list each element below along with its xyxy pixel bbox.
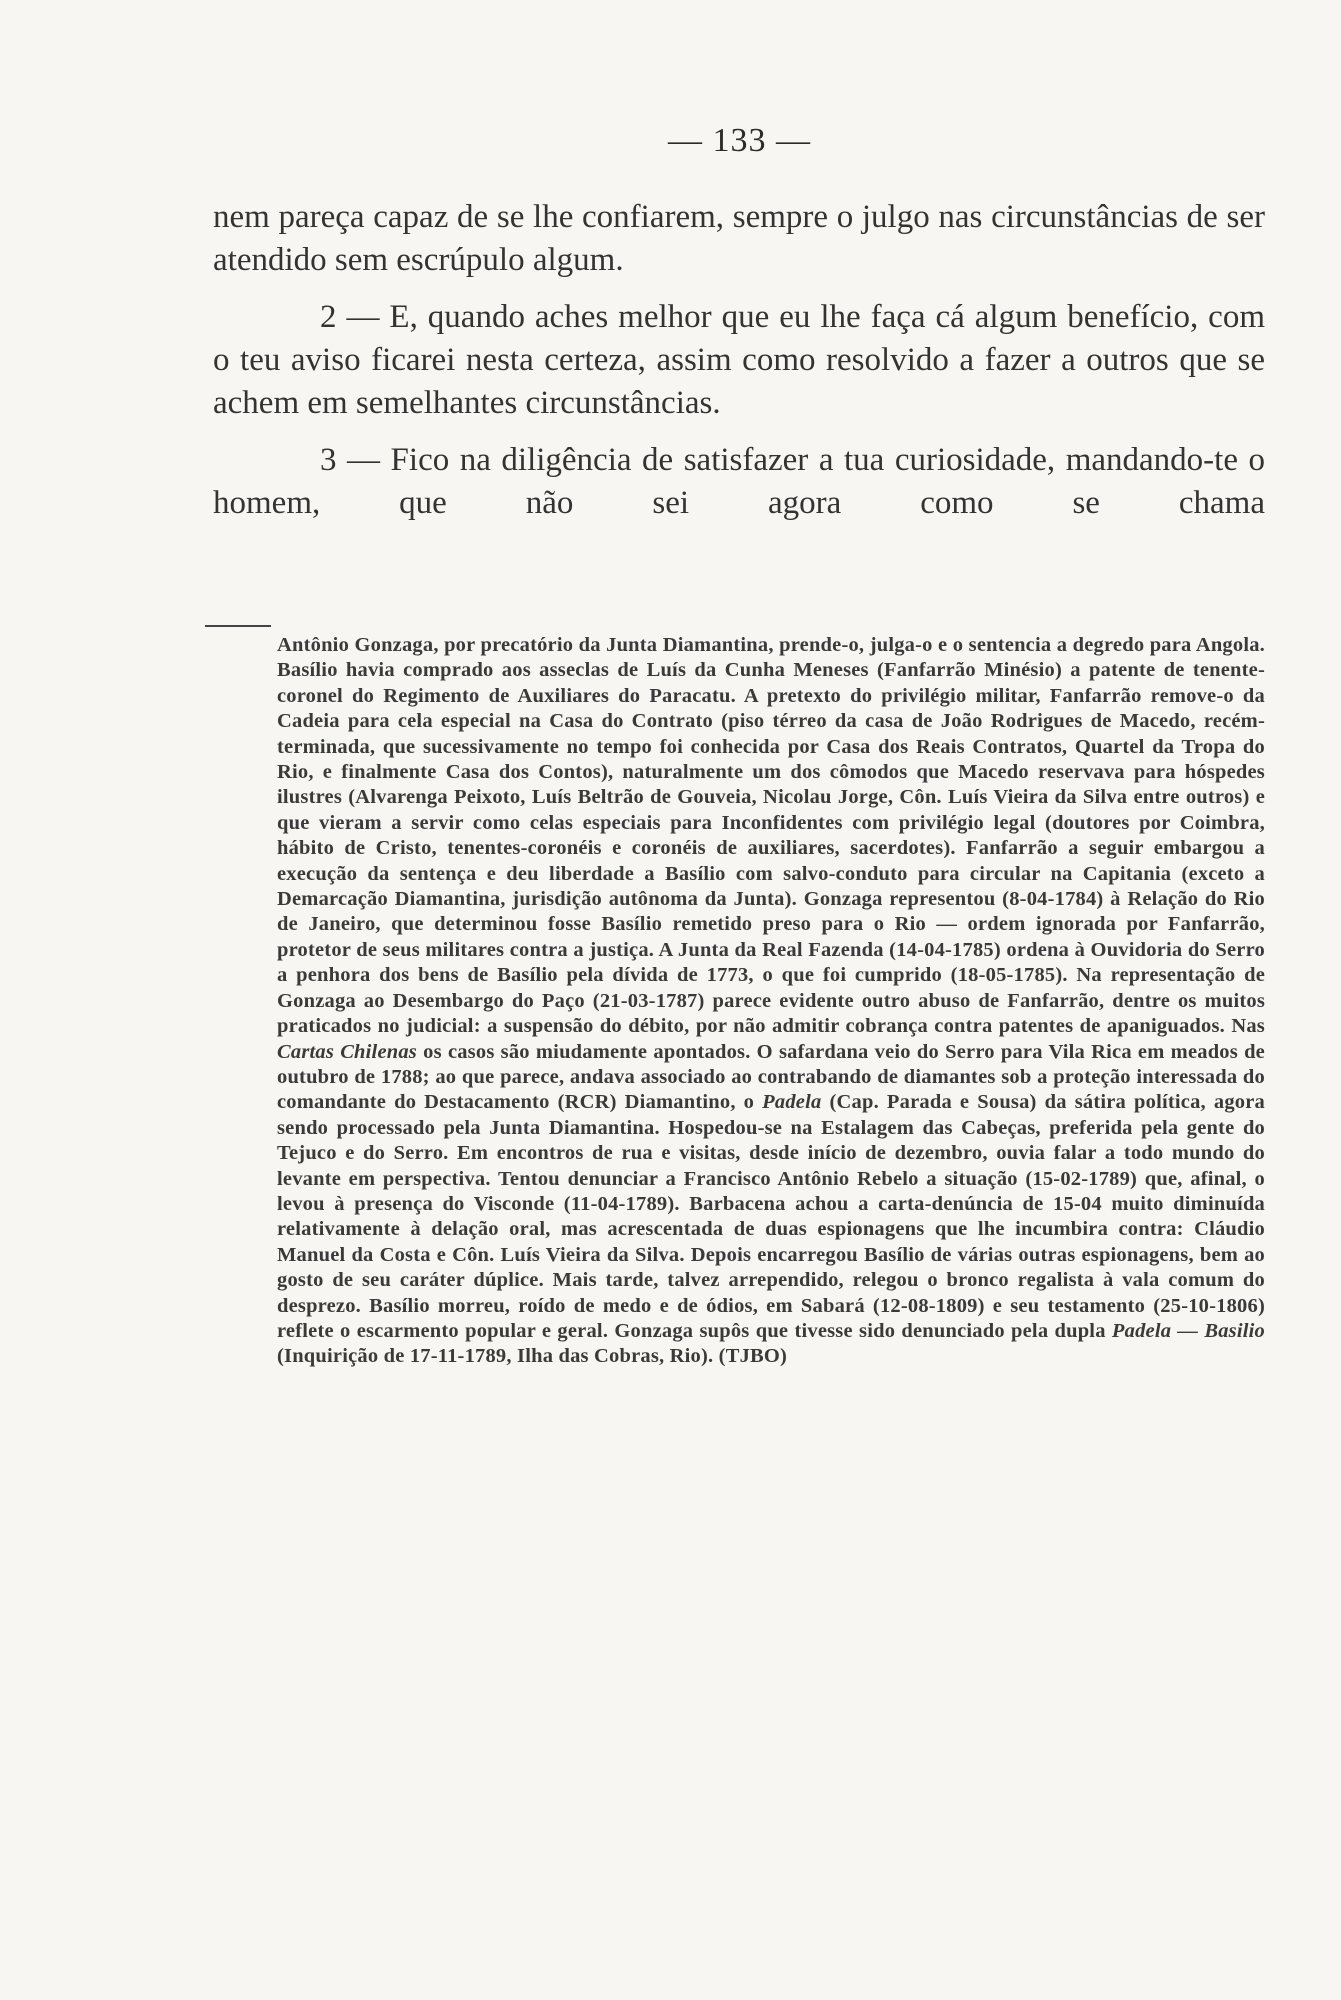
- page-number: — 133 —: [668, 122, 811, 159]
- footnote-title-cartas-chilenas: Cartas Chilenas: [277, 1040, 417, 1063]
- footnote-text-4: (Inquirição de 17-11-1789, Ilha das Cobras, Rio). (TJBO): [277, 1345, 788, 1368]
- main-text: [213, 196, 1265, 525]
- footnote-names-padela-basilio: Padela — Basilio: [1111, 1319, 1265, 1342]
- footnote-separator-rule: [205, 625, 271, 627]
- footnote-text-3: (Cap. Parada e Sousa) da sátira política, agora sendo processado pela Junta Diamantina. Hospedou-se na Estalagem das Cabeças, preferida pela gente do Tejuco e do Serro. Em encontros de rua e visitas, desde início de dezembro, ouvia falar a todo mundo do levante em perspectiva. Tentou denunciar a Francisco Antônio Rebelo a situação (15-02-1789) que, afinal, o levou à presença do Visconde (11-04-1789). Barbacena achou a carta-denúncia de 15-04 muito diminuída relativamente à delação oral, mas acrescentada de duas espionagens que lhe incumbira contra: Cláudio Manuel da Costa e Côn. Luís Vieira da Silva. Depois encarregou Basílio de várias outras espionagens, bem ao gosto de seu caráter dúplice. Mais tarde, talvez arrependido, relegou o bronco regalista à vala comum do desprezo. Basílio morreu, roído de medo e de ódios, em Sabará (12-08-1809) e seu testamento (25-10-1806) reflete o escarmento popular e geral. Gonzaga supôs que tivesse sido denunciado pela dupla: [277, 1091, 1265, 1342]
- footnote-text-1: Antônio Gonzaga, por precatório da Junta Diamantina, prende-o, julga-o e o sentencia a degredo para Angola. Basílio havia comprado aos asseclas de Luís da Cunha Meneses (Fanfarrão Minésio) a patente de tenente-coronel do Regimento de Auxiliares do Paracatu. A pretexto do privilégio militar, Fanfarrão remove-o da Cadeia para cela especial na Casa do Contrato (piso térreo da casa de João Rodrigues de Macedo, recém-terminada, que sucessivamente no tempo foi conhecida por Casa dos Reais Contratos, Quartel da Tropa do Rio, e finalmente Casa dos Contos), naturalmente um dos cômodos que Macedo reservava para hóspedes ilustres (Alvarenga Peixoto, Luís Beltrão de Gouveia, Nicolau Jorge, Côn. Luís Vieira da Silva entre outros) e que vieram a servir como celas especiais para Inconfidentes com privilégio legal (doutores por Coimbra, hábito de Cristo, tenentes-coronéis e coronéis de auxiliares, sacerdotes). Fanfarrão a seguir embargou a execução da sentença e deu liberdade a Basílio com salvo-conduto para circular na Capitania (exceto a Demarcação Diamantina, jurisdição autônoma da Junta). Gonzaga representou (8-04-1784) à Relação do Rio de Janeiro, que determinou fosse Basílio remetido preso para o Rio — ordem ignorada por Fanfarrão, protetor de seus militares contra a justiça. A Junta da Real Fazenda (14-04-1785) ordena à Ouvidoria do Serro a penhora dos bens de Basílio pela dívida de 1773, o que foi cumprido (18-05-1785). Na representação de Gonzaga ao Desembargo do Paço (21-03-1787) parece evidente outro abuso de Fanfarrão, dentre os muitos praticados no judicial: a suspensão do débito, por não admitir cobrança contra patentes de apaniguados. Nas: [277, 634, 1265, 1038]
- footnote-name-padela: Padela: [762, 1091, 822, 1114]
- footnote-text-2: os casos são miudamente apontados. O safardana veio do Serro para Vila Rica em meados de outubro de 1788; ao que parece, andava associado ao contrabando de diamantes sob a proteção interessada do comandante do Destacamento (RCR) Diamantino, o: [277, 1040, 1265, 1114]
- main-paragraph-1: nem pareça capaz de se lhe confiarem, sempre o julgo nas circunstâncias de ser atendido sem escrúpulo algum.: [213, 199, 1265, 278]
- main-paragraph-2: 2 — E, quando aches melhor que eu lhe faça cá algum benefício, com o teu aviso ficarei nesta certeza, assim como resolvido a fazer a outros que se achem em semelhantes circunstâncias.: [213, 299, 1265, 421]
- main-paragraph-3: 3 — Fico na diligência de satisfazer a tua curiosidade, mandando-te o homem, que não sei agora como se chama: [213, 442, 1265, 521]
- footnote: [277, 633, 1265, 1370]
- footnote-paragraph: [277, 633, 1265, 1370]
